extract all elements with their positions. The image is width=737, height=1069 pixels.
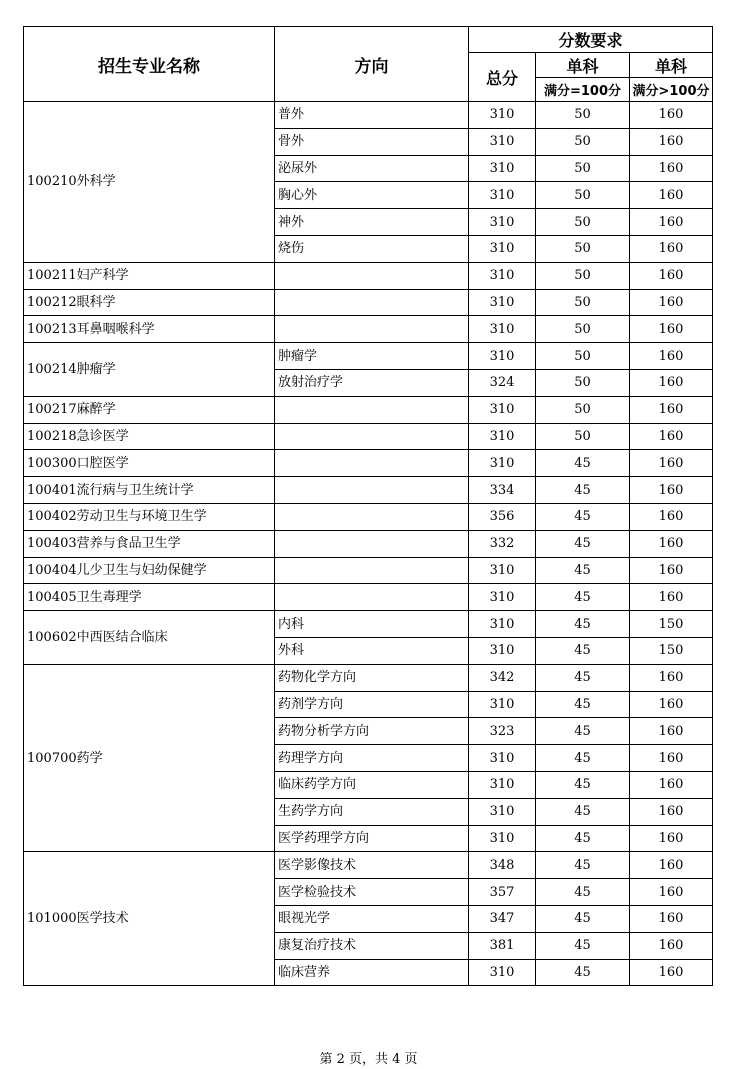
- direction-cell: 肿瘤学: [275, 343, 469, 370]
- header-score-requirement: 分数要求: [469, 27, 713, 53]
- direction-cell: 外科: [275, 637, 469, 664]
- direction-cell: 医学药理学方向: [275, 825, 469, 852]
- direction-cell: 医学检验技术: [275, 879, 469, 906]
- total-cell: 310: [469, 557, 536, 584]
- total-cell: 310: [469, 691, 536, 718]
- header-full-gt100: 满分>100分: [630, 78, 713, 102]
- direction-cell: [275, 316, 469, 343]
- total-cell: 310: [469, 343, 536, 370]
- table-row: [24, 664, 713, 691]
- table-row: [24, 316, 713, 343]
- singlegt100-cell: 160: [630, 343, 713, 370]
- single100-cell: 50: [536, 369, 630, 396]
- direction-cell: [275, 396, 469, 423]
- table-row: [24, 852, 713, 879]
- single100-cell: 45: [536, 557, 630, 584]
- singlegt100-cell: 160: [630, 879, 713, 906]
- single100-cell: 45: [536, 664, 630, 691]
- major-cell: 100405卫生毒理学: [24, 584, 275, 611]
- direction-cell: [275, 262, 469, 289]
- major-cell: 100602中西医结合临床: [24, 611, 275, 665]
- table-row: [24, 343, 713, 370]
- total-cell: 332: [469, 530, 536, 557]
- page-footer: 第 2 页，共 4 页: [319, 1052, 418, 1067]
- header-major: 招生专业名称: [24, 27, 275, 102]
- total-cell: 357: [469, 879, 536, 906]
- major-cell: 100211妇产科学: [24, 262, 275, 289]
- major-cell: 100404儿少卫生与妇幼保健学: [24, 557, 275, 584]
- singlegt100-cell: 160: [630, 235, 713, 262]
- single100-cell: 50: [536, 396, 630, 423]
- singlegt100-cell: 160: [630, 530, 713, 557]
- direction-cell: 药物化学方向: [275, 664, 469, 691]
- total-cell: 310: [469, 209, 536, 236]
- single100-cell: 45: [536, 905, 630, 932]
- table-row: [24, 557, 713, 584]
- single100-cell: 45: [536, 771, 630, 798]
- direction-cell: 临床药学方向: [275, 771, 469, 798]
- table-row: [24, 423, 713, 450]
- header-single-2: 单科: [630, 53, 713, 78]
- single100-cell: 45: [536, 718, 630, 745]
- table-row: [24, 450, 713, 477]
- table-row: [24, 102, 713, 129]
- total-cell: 310: [469, 262, 536, 289]
- header-single-1: 单科: [536, 53, 630, 78]
- singlegt100-cell: 160: [630, 691, 713, 718]
- major-cell: 100214肿瘤学: [24, 343, 275, 397]
- single100-cell: 50: [536, 182, 630, 209]
- major-cell: 100210外科学: [24, 102, 275, 263]
- singlegt100-cell: 160: [630, 718, 713, 745]
- single100-cell: 50: [536, 102, 630, 129]
- table-row: [24, 584, 713, 611]
- major-cell: 100213耳鼻咽喉科学: [24, 316, 275, 343]
- single100-cell: 50: [536, 289, 630, 316]
- total-cell: 347: [469, 905, 536, 932]
- total-cell: 324: [469, 369, 536, 396]
- singlegt100-cell: 160: [630, 369, 713, 396]
- single100-cell: 45: [536, 959, 630, 986]
- single100-cell: 45: [536, 503, 630, 530]
- table-row: [24, 530, 713, 557]
- direction-cell: 药剂学方向: [275, 691, 469, 718]
- total-cell: 310: [469, 584, 536, 611]
- single100-cell: 50: [536, 209, 630, 236]
- header-full-100: 满分=100分: [536, 78, 630, 102]
- major-cell: 100402劳动卫生与环境卫生学: [24, 503, 275, 530]
- singlegt100-cell: 160: [630, 396, 713, 423]
- direction-cell: [275, 450, 469, 477]
- singlegt100-cell: 160: [630, 798, 713, 825]
- total-cell: 310: [469, 235, 536, 262]
- header-total: 总分: [469, 53, 536, 102]
- major-cell: 100218急诊医学: [24, 423, 275, 450]
- singlegt100-cell: 150: [630, 611, 713, 638]
- total-cell: 310: [469, 450, 536, 477]
- direction-cell: 胸心外: [275, 182, 469, 209]
- total-cell: 310: [469, 959, 536, 986]
- direction-cell: [275, 503, 469, 530]
- direction-cell: 临床营养: [275, 959, 469, 986]
- single100-cell: 45: [536, 745, 630, 772]
- table-row: [24, 396, 713, 423]
- single100-cell: 45: [536, 477, 630, 504]
- total-cell: 381: [469, 932, 536, 959]
- singlegt100-cell: 160: [630, 584, 713, 611]
- direction-cell: 普外: [275, 102, 469, 129]
- total-cell: 310: [469, 611, 536, 638]
- singlegt100-cell: 160: [630, 905, 713, 932]
- single100-cell: 50: [536, 423, 630, 450]
- single100-cell: 45: [536, 611, 630, 638]
- major-cell: 100212眼科学: [24, 289, 275, 316]
- total-cell: 310: [469, 637, 536, 664]
- single100-cell: 50: [536, 128, 630, 155]
- single100-cell: 45: [536, 450, 630, 477]
- single100-cell: 50: [536, 235, 630, 262]
- total-cell: 348: [469, 852, 536, 879]
- single100-cell: 50: [536, 343, 630, 370]
- singlegt100-cell: 160: [630, 155, 713, 182]
- direction-cell: [275, 557, 469, 584]
- single100-cell: 50: [536, 262, 630, 289]
- singlegt100-cell: 160: [630, 557, 713, 584]
- direction-cell: 骨外: [275, 128, 469, 155]
- direction-cell: 烧伤: [275, 235, 469, 262]
- singlegt100-cell: 160: [630, 852, 713, 879]
- table-row: [24, 503, 713, 530]
- single100-cell: 50: [536, 155, 630, 182]
- direction-cell: [275, 477, 469, 504]
- total-cell: 310: [469, 128, 536, 155]
- major-cell: 100401流行病与卫生统计学: [24, 477, 275, 504]
- singlegt100-cell: 160: [630, 316, 713, 343]
- direction-cell: 医学影像技术: [275, 852, 469, 879]
- total-cell: 310: [469, 155, 536, 182]
- singlegt100-cell: 160: [630, 102, 713, 129]
- singlegt100-cell: 160: [630, 771, 713, 798]
- header-direction: 方向: [275, 27, 469, 102]
- total-cell: 310: [469, 316, 536, 343]
- direction-cell: [275, 289, 469, 316]
- total-cell: 310: [469, 396, 536, 423]
- single100-cell: 45: [536, 932, 630, 959]
- single100-cell: 45: [536, 879, 630, 906]
- score-table: [23, 26, 713, 986]
- singlegt100-cell: 160: [630, 664, 713, 691]
- singlegt100-cell: 160: [630, 182, 713, 209]
- singlegt100-cell: 160: [630, 959, 713, 986]
- total-cell: 310: [469, 182, 536, 209]
- singlegt100-cell: 160: [630, 477, 713, 504]
- total-cell: 310: [469, 798, 536, 825]
- total-cell: 323: [469, 718, 536, 745]
- direction-cell: 药理学方向: [275, 745, 469, 772]
- major-cell: 100300口腔医学: [24, 450, 275, 477]
- major-cell: 100217麻醉学: [24, 396, 275, 423]
- singlegt100-cell: 160: [630, 932, 713, 959]
- score-table-body: [24, 102, 713, 986]
- singlegt100-cell: 160: [630, 423, 713, 450]
- total-cell: 310: [469, 289, 536, 316]
- total-cell: 310: [469, 423, 536, 450]
- direction-cell: 放射治疗学: [275, 369, 469, 396]
- total-cell: 342: [469, 664, 536, 691]
- direction-cell: 药物分析学方向: [275, 718, 469, 745]
- direction-cell: 生药学方向: [275, 798, 469, 825]
- direction-cell: 泌尿外: [275, 155, 469, 182]
- total-cell: 334: [469, 477, 536, 504]
- single100-cell: 45: [536, 637, 630, 664]
- singlegt100-cell: 160: [630, 289, 713, 316]
- direction-cell: 内科: [275, 611, 469, 638]
- total-cell: 310: [469, 745, 536, 772]
- direction-cell: [275, 530, 469, 557]
- total-cell: 310: [469, 102, 536, 129]
- singlegt100-cell: 160: [630, 209, 713, 236]
- singlegt100-cell: 160: [630, 128, 713, 155]
- single100-cell: 50: [536, 316, 630, 343]
- singlegt100-cell: 160: [630, 745, 713, 772]
- direction-cell: [275, 423, 469, 450]
- table-row: [24, 262, 713, 289]
- major-cell: 101000医学技术: [24, 852, 275, 986]
- single100-cell: 45: [536, 530, 630, 557]
- major-cell: 100403营养与食品卫生学: [24, 530, 275, 557]
- direction-cell: 眼视光学: [275, 905, 469, 932]
- total-cell: 310: [469, 771, 536, 798]
- singlegt100-cell: 160: [630, 450, 713, 477]
- direction-cell: 神外: [275, 209, 469, 236]
- direction-cell: [275, 584, 469, 611]
- single100-cell: 45: [536, 852, 630, 879]
- single100-cell: 45: [536, 691, 630, 718]
- total-cell: 310: [469, 825, 536, 852]
- total-cell: 356: [469, 503, 536, 530]
- singlegt100-cell: 160: [630, 262, 713, 289]
- singlegt100-cell: 150: [630, 637, 713, 664]
- singlegt100-cell: 160: [630, 825, 713, 852]
- direction-cell: 康复治疗技术: [275, 932, 469, 959]
- major-cell: 100700药学: [24, 664, 275, 852]
- single100-cell: 45: [536, 584, 630, 611]
- singlegt100-cell: 160: [630, 503, 713, 530]
- table-row: [24, 289, 713, 316]
- single100-cell: 45: [536, 825, 630, 852]
- single100-cell: 45: [536, 798, 630, 825]
- table-row: [24, 611, 713, 638]
- table-row: [24, 477, 713, 504]
